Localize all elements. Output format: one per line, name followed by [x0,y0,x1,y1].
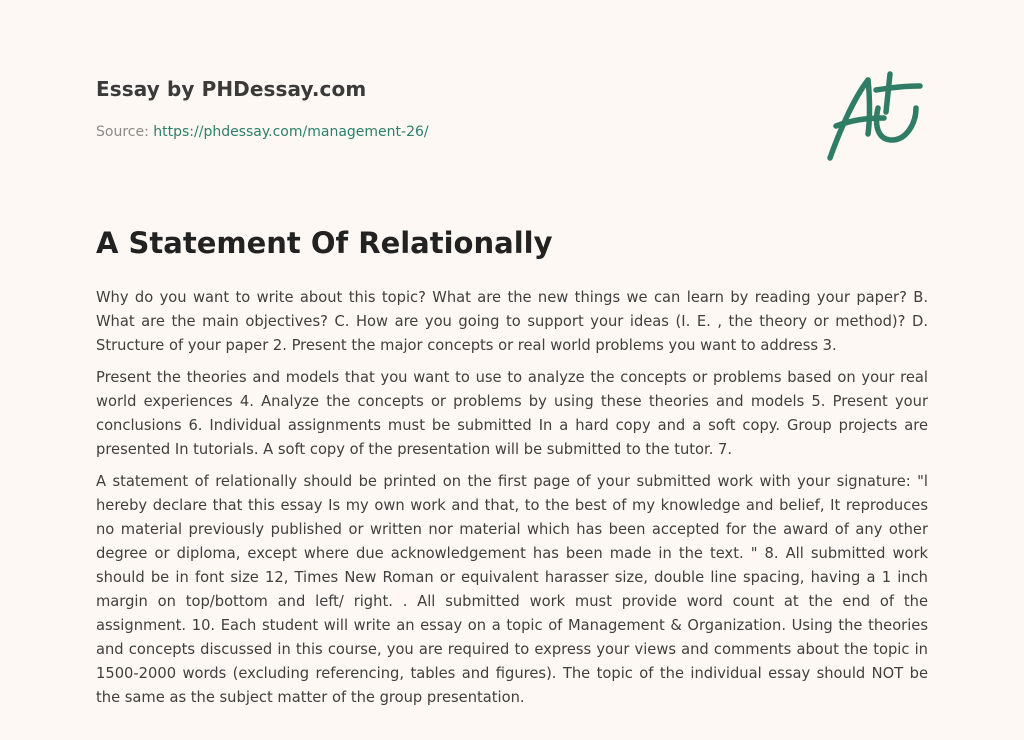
brand-title: Essay by PHDessay.com [96,77,367,101]
a-plus-logo-icon [822,68,928,164]
essay-paragraph: Why do you want to write about this topic? What are the new things we can learn by reading your paper? B. What are the main objectives? C. How are you going to support your ideas (I. E. , the theory or method)? D. Structure of your paper 2. Present the major concepts or real world problems you want to address 3. [96,289,928,354]
source-link[interactable]: https://phdessay.com/management-26/ [153,124,429,140]
essay-body [96,286,928,718]
essay-paragraph: A statement of relationally should be printed on the first page of your submitted work with your signature: "l hereby declare that this essay Is my own work and that, to the best of my knowledge and belief, It reproduces no material previously published or written nor material which has been accepted for the award of any other degree or diploma, except where due acknowledgement has been made in the text. " 8. All submitted work should be in font size 12, Times New Roman or equivalent harasser size, double line spacing, having a 1 inch margin on top/bottom and left/ right. . All submitted work must provide word count at the end of the assignment. 10. Each student will write an essay on a topic of Management & Organization. Using the theories and concepts discussed in this course, you are required to express your views and comments about the topic in 1500-2000 words (excluding referencing, tables and figures). The topic of the individual essay should NOT be the same as the subject matter of the group presentation. [96,473,928,706]
source-label: Source: [96,124,154,140]
essay-paragraph: Present the theories and models that you want to use to analyze the concepts or problems based on your real world experiences 4. Analyze the concepts or problems by using these theories and models 5. Present your conclusions 6. Individual assignments must be submitted In a hard copy and a soft copy. Group projects are presented In tutorials. A soft copy of the presentation will be submitted to the tutor. 7. [96,369,928,458]
source-line [96,124,429,140]
essay-title: A Statement Of Relationally [96,226,553,260]
